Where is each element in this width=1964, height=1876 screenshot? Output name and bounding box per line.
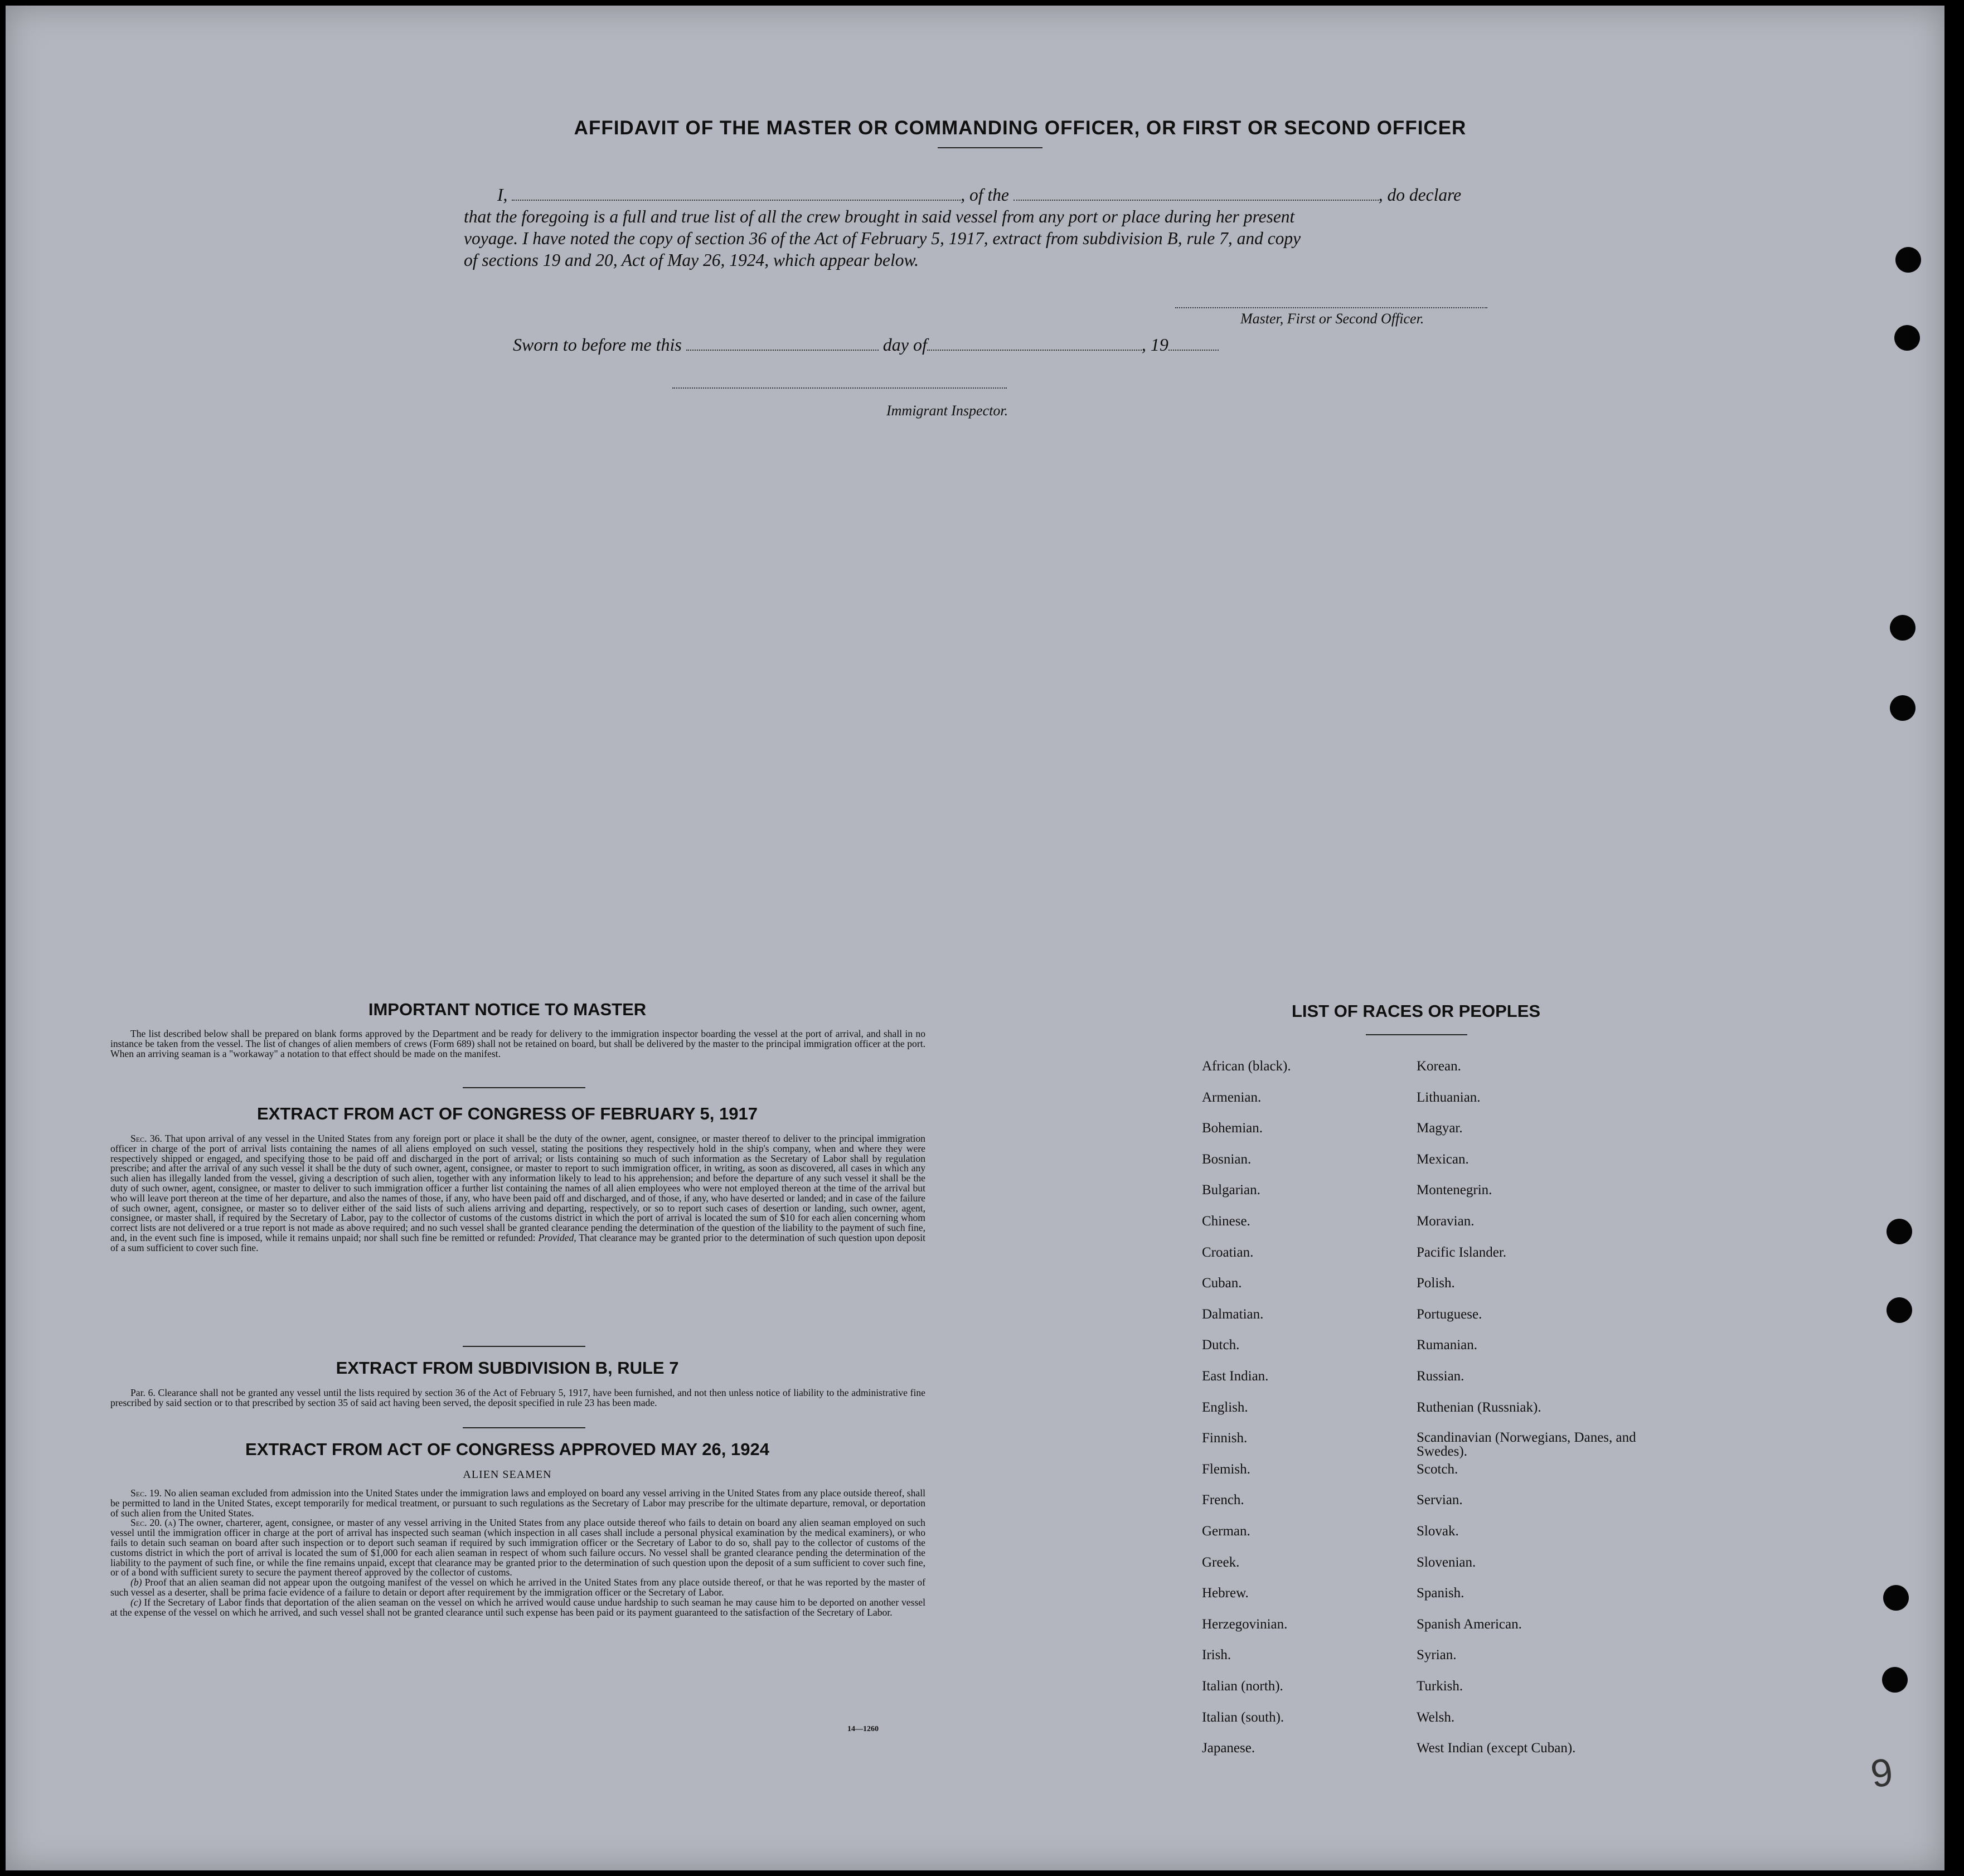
race-item: Flemish. <box>1202 1461 1250 1477</box>
race-item: Dalmatian. <box>1202 1306 1264 1322</box>
race-item: Hebrew. <box>1202 1586 1249 1601</box>
race-item: German. <box>1202 1524 1250 1539</box>
binder-hole <box>1887 1297 1912 1323</box>
race-item: Slovenian. <box>1417 1554 1476 1570</box>
race-item: East Indian. <box>1202 1369 1269 1384</box>
handwritten-page-mark: 9 <box>1868 1749 1896 1796</box>
race-item: Bohemian. <box>1202 1121 1263 1136</box>
race-item: Mexican. <box>1417 1151 1469 1167</box>
binder-hole <box>1895 247 1921 273</box>
race-item: Slovak. <box>1417 1524 1459 1539</box>
race-item: Scotch. <box>1417 1461 1458 1477</box>
race-item: Scandinavian (Norwegians, Danes, and Swedes). <box>1417 1430 1636 1460</box>
races-title: LIST OF RACES OR PEOPLES <box>1291 1001 1541 1021</box>
race-item: Korean. <box>1417 1059 1461 1074</box>
sworn-month-blank[interactable] <box>927 337 1142 351</box>
section-divider <box>463 1087 585 1088</box>
race-item: Irish. <box>1202 1647 1231 1663</box>
race-item: Japanese. <box>1202 1741 1255 1756</box>
extract-1924-title: EXTRACT FROM ACT OF CONGRESS APPROVED MAY 26, 1924 <box>245 1439 769 1459</box>
race-item: Polish. <box>1417 1276 1455 1291</box>
binder-hole <box>1894 325 1920 351</box>
race-item: Croatian. <box>1202 1244 1254 1260</box>
race-item: Montenegrin. <box>1417 1182 1492 1198</box>
extract-1917-title: EXTRACT FROM ACT OF CONGRESS OF FEBRUARY 5, 1917 <box>257 1104 758 1123</box>
section-divider <box>463 1346 585 1347</box>
race-item: Ruthenian (Russniak). <box>1417 1399 1541 1415</box>
inspector-caption: Immigrant Inspector. <box>886 403 1008 419</box>
extract-1924-subtitle: ALIEN SEAMEN <box>463 1468 552 1481</box>
binder-hole <box>1890 615 1915 641</box>
race-item: Bosnian. <box>1202 1151 1252 1167</box>
race-item: Herzegovinian. <box>1202 1616 1288 1632</box>
binder-hole <box>1882 1667 1908 1693</box>
sworn-year-blank[interactable] <box>1168 337 1219 351</box>
race-item: Syrian. <box>1417 1647 1457 1663</box>
notice-text: The list described below shall be prepared on blank forms approved by the Department and be ready for delivery to the immigration inspector boarding the vessel at the port of arrival, and shall in no instance be taken from the vessel. The list of changes of alien members of crews (Form 689) shall not be retained on board, but shall be delivered by the master to the principal immigration officer at the port. When an arriving seaman is a "workaway" a notation to that effect should be made on the manifest. <box>110 1028 925 1059</box>
race-item: Moravian. <box>1417 1214 1475 1229</box>
sworn-line: Sworn to before me this day of , 19 <box>513 335 1219 355</box>
extract-1924-text: Sec. 19. No alien seaman excluded from admission into the United States under the immigration laws and employed on board any vessel arriving in the United States from any place outside thereof, shall be permitted to land in the United States, except temporarily for medical treatment, or pursuant to such regulations as the Secretary of Labor may prescribe for the ultimate departure, removal, or deportation of such alien from the United States. Sec. 20. (a) The owner, charterer, agent, consignee, or master of any vessel arriving in the United States from any place outside thereof who fails to detain on board any alien seaman employed on such vessel until the immigration officer in charge at the port of arrival has inspected such seaman (which inspection in all cases shall include a personal physical examination by the medical examiners), or who fails to detain such seaman on board after such inspection or to deport such seaman if required by such immigration officer or the Secretary of Labor to do so, shall pay to the collector of customs of the customs district in which the port of arrival is located the sum of $1,000 for each alien seaman in respect of whom such failure occurs. No vessel shall be granted clearance pending the determination of the liability to the payment of such fine, or while the fine remains unpaid, except that clearance may be granted prior to the determination of such question upon the deposit of a sum sufficient to cover such fine, or of a bond with sufficient surety to secure the payment thereof approved by the collector of customs. (b) Proof that an alien seaman did not appear upon the outgoing manifest of the vessel on which he arrived in the United States from any place outside thereof, or that he was reported by the master of such vessel as a deserter, shall be prima facie evidence of a failure to detain or deport after requirement by the immigration officer or the Secretary of Labor. (c) If the Secretary of Labor finds that deportation of the alien seaman on the vessel on which he arrived would cause undue hardship to such seaman he may cause him to be deported on another vessel at the expense of the vessel on which he arrived, and such vessel shall not be granted clearance until such expense has been paid or its payment guaranteed to the satisfaction of the Secretary of Labor. <box>110 1487 925 1618</box>
race-item: Welsh. <box>1417 1709 1455 1725</box>
race-item: Portuguese. <box>1417 1306 1482 1322</box>
race-item: Spanish. <box>1417 1586 1464 1601</box>
affidavit-line-3: voyage. I have noted the copy of section 36 of the Act of February 5, 1917, extract from subdivision B, rule 7, and copy <box>464 229 1301 248</box>
race-item: Bulgarian. <box>1202 1182 1260 1198</box>
race-item: English. <box>1202 1399 1248 1415</box>
affidavit-body <box>464 184 1529 271</box>
race-item: French. <box>1202 1492 1244 1508</box>
affidavit-line-1: I, , of the , do declare <box>497 185 1462 205</box>
form-number: 14—1260 <box>847 1725 879 1733</box>
master-signature-caption: Master, First or Second Officer. <box>1240 311 1424 327</box>
rule7-text: Par. 6. Clearance shall not be granted any vessel until the lists required by section 36 of the Act of February 5, 1917, have been furnished, and not then unless notice of liability to the administrative fine prescribed by said section or to that prescribed by section 35 of said act having been served, the deposit specified in rule 23 has been made. <box>110 1387 925 1408</box>
master-signature-line[interactable] <box>1175 307 1487 308</box>
race-item: Italian (north). <box>1202 1679 1283 1694</box>
binder-hole <box>1890 695 1915 721</box>
document-page <box>6 6 1944 1870</box>
rule7-title: EXTRACT FROM SUBDIVISION B, RULE 7 <box>336 1358 679 1378</box>
vessel-blank[interactable] <box>1013 187 1379 201</box>
race-item: Turkish. <box>1417 1679 1463 1694</box>
affidavit-title: AFFIDAVIT OF THE MASTER OR COMMANDING OFFICER, OR FIRST OR SECOND OFFICER <box>574 117 1467 139</box>
race-item: Finnish. <box>1202 1431 1248 1446</box>
race-item: Rumanian. <box>1417 1337 1478 1353</box>
race-item: Greek. <box>1202 1554 1240 1570</box>
binder-hole <box>1883 1585 1909 1611</box>
race-item: Cuban. <box>1202 1276 1242 1291</box>
affidavit-line-4: of sections 19 and 20, Act of May 26, 1924, which appear below. <box>464 250 919 270</box>
race-item: West Indian (except Cuban). <box>1417 1741 1576 1756</box>
title-divider <box>938 147 1042 148</box>
affidavit-line-2: that the foregoing is a full and true list of all the crew brought in said vessel from any port or place during her present <box>464 207 1295 226</box>
race-item: Chinese. <box>1202 1214 1250 1229</box>
race-item: Lithuanian. <box>1417 1089 1481 1105</box>
inspector-signature-line[interactable] <box>672 387 1007 389</box>
binder-hole <box>1887 1219 1912 1244</box>
race-item: Russian. <box>1417 1369 1464 1384</box>
race-item: Armenian. <box>1202 1089 1262 1105</box>
sworn-day-blank[interactable] <box>686 337 879 351</box>
extract-1917-text: Sec. 36. That upon arrival of any vessel in the United States from any foreign port or place it shall be the duty of the owner, agent, consignee, or master thereof to deliver to the principal immigration officer in charge of the port of arrival lists containing the names of all aliens employed on such vessel, stating the positions they respectively hold in the ship's company, when and where they were respectively shipped or engaged, and specifying those to be paid off and discharged in the port of arrival; or lists containing so much of such information as the Secretary of Labor shall by regulation prescribe; and after the arrival of any such vessel it shall be the duty of such owner, agent, consignee, or master to report to such immigration officer, in writing, as soon as discovered, all cases in which any such alien has illegally landed from the vessel, giving a description of such alien, together with any information likely to lead to his apprehension; and before the departure of any such vessel it shall be the duty of such owner, agent, consignee, or master to deliver to such immigration officer a further list containing the names of all alien employees who were not employed thereon at the time of the arrival but who will leave port thereon at the time of her departure, and also the names of those, if any, who have been paid off and discharged, and of those, if any, who have deserted or landed; and in case of the failure of such owner, agent, consignee, or master so to deliver either of the said lists of such aliens arriving and departing, respectively, or so to report such cases of desertion or landing, such owner, agent, consignee, or master shall, if required by the Secretary of Labor, pay to the collector of customs of the customs district in which the port of arrival is located the sum of $10 for each alien concerning whom correct lists are not delivered or a true report is not made as above required; and no such vessel shall be granted clearance pending the determination of the question of the liability to the payment of such fine, and, in the event such fine is imposed, while it remains unpaid; nor shall such fine be remitted or refunded: Provided, That clearance may be granted prior to the determination of such question upon deposit of a sum sufficient to cover such fine. <box>110 1133 925 1253</box>
race-item: Pacific Islander. <box>1417 1244 1507 1260</box>
race-item: African (black). <box>1202 1059 1291 1074</box>
race-item: Spanish American. <box>1417 1616 1522 1632</box>
race-item: Dutch. <box>1202 1337 1240 1353</box>
race-item: Italian (south). <box>1202 1709 1284 1725</box>
race-item: Servian. <box>1417 1492 1463 1508</box>
notice-title: IMPORTANT NOTICE TO MASTER <box>368 1000 647 1019</box>
race-item: Magyar. <box>1417 1121 1463 1136</box>
section-divider <box>463 1427 585 1428</box>
name-blank[interactable] <box>512 187 961 201</box>
races-divider <box>1366 1034 1467 1035</box>
